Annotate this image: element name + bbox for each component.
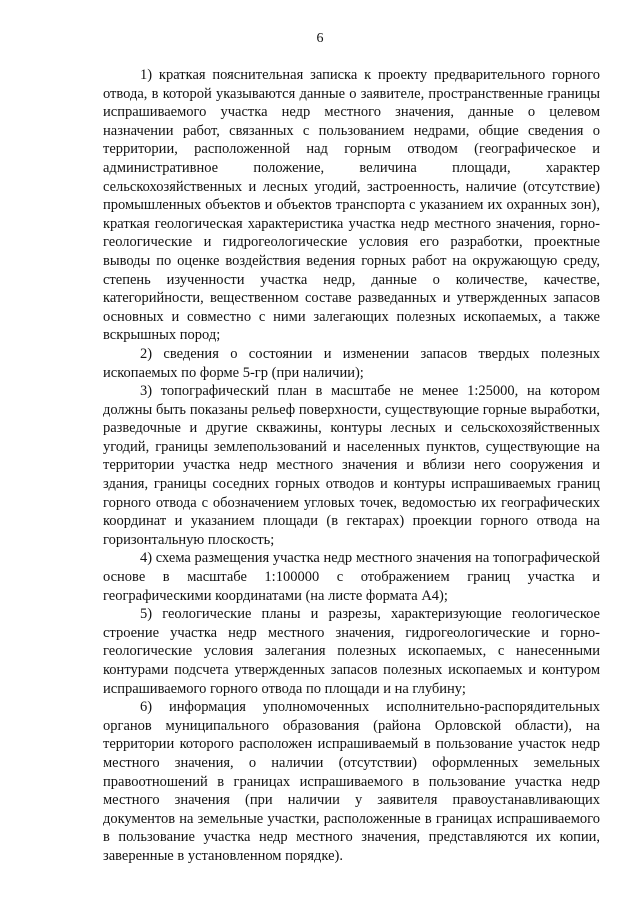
page-number: 6 [316, 31, 324, 46]
paragraph-item-6: 6) информация уполномоченных исполнительно-распорядительных органов муниципального образования (района Орловской области), на территории которого расположен испрашиваемый в пользование участок недр местного значения, о наличии (отсутствии) оформленных земельных правоотношений в границах испрашиваемого в пользование участка недр местного значения (при наличии у заявителя правоустанавливающих документов на земельные участки, расположенные в границах испрашиваемого в пользование участка недр местного значения, представляются их копии, заверенные в установленном порядке). [103, 699, 600, 864]
paragraph-item-2: 2) сведения о состоянии и изменении запасов твердых полезных ископаемых по форме 5-гр (при наличии); [103, 345, 600, 381]
document-body [103, 66, 600, 866]
paragraph-item-3: 3) топографический план в масштабе не менее 1:25000, на котором должны быть показаны рельеф поверхности, существующие горные выработки, разведочные и другие скважины, контуры лесных и сельскохозяйственных угодий, границы землепользований и населенных пунктов, существующие на территории участка недр местного значения и вблизи него сооружения и здания, границы соседних горных отводов и контуры испрашиваемых границ горного отвода с обозначением угловых точек, ведомостью их географических координат и указанием площади (в гектарах) проекции горного отвода на горизонтальную плоскость; [103, 383, 600, 548]
paragraph-item-1: 1) краткая пояснительная записка к проекту предварительного горного отвода, в которой указываются данные о заявителе, пространственные границы испрашиваемого участка недр местного значения, данные о целевом назначении работ, связанных с пользованием недрами, общие сведения о территории, расположенной над горным отводом (географическое и административное положение, величина площади, характер сельскохозяйственных и лесных угодий, застроенность, наличие (отсутствие) промышленных объектов и объектов транспорта с указанием их охранных зон), краткая геологическая характеристика участка недр местного значения, горно-геологические и гидрогеологические условия его разработки, проектные выводы по оценке воздействия ведения горных работ на окружающую среду, степень изученности участка недр, данные о количестве, качестве, категорийности, вещественном составе разведанных и утвержденных запасов основных и совместно с ними залегающих полезных ископаемых, а также вскрышных пород; [103, 67, 600, 344]
paragraph-item-4: 4) схема размещения участка недр местного значения на топографической основе в масштабе 1:100000 с отображением границ участка и географическими координатами (на листе формата А4); [103, 550, 600, 604]
paragraph-item-5: 5) геологические планы и разрезы, характеризующие геологическое строение участка недр местного значения, гидрогеологические и горно-геологические условия залегания полезных ископаемых, с нанесенными контурами подсчета утвержденных запасов полезных ископаемых и контуром испрашиваемого горного отвода по площади и на глубину; [103, 606, 600, 697]
